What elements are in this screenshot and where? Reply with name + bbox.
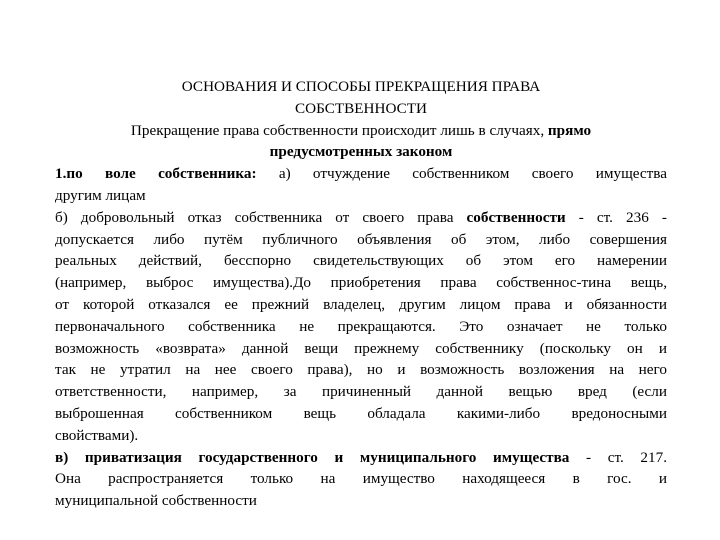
item-c-line-1: [55, 447, 667, 469]
item-b-line-1: [55, 207, 667, 229]
intro-paragraph: [55, 120, 667, 164]
item-b-paragraph: [55, 207, 667, 447]
item-b-line: свойствами).: [55, 426, 139, 444]
item-b-line: от которой отказался ее прежний владелец, другим лицом права и обязанности: [55, 295, 667, 313]
intro-text: Прекращение права собственности происходит лишь в случаях,: [130, 121, 548, 139]
item-b-line: так не утратил на нее своего права), но и возможность возложения на него: [55, 361, 667, 379]
item-c-article: - ст. 217.: [569, 448, 667, 466]
item-b-bold-word: собственности: [466, 208, 566, 226]
item-a-text: а) отчуждение собственником своего имущества: [256, 165, 667, 183]
intro-line-1: [55, 120, 667, 142]
item-b-line: первоначального собственника не прекращаются. Это означает не только: [55, 317, 667, 335]
slide-content: [55, 76, 667, 512]
item-b-line: возможность «возврата» данной вещи прежнему собственнику (поскольку он и: [55, 339, 667, 357]
intro-bold-word: прямо: [547, 121, 592, 139]
item-a-line-2: другим лицам: [55, 186, 146, 204]
item-c-line-3: муниципальной собственности: [55, 492, 257, 510]
item-a-paragraph: [55, 163, 667, 207]
item-c-paragraph: [55, 447, 667, 512]
intro-bold-phrase: предусмотренных законом: [269, 143, 453, 161]
item-c-bold: в) приватизация государственного и муниципального имущества: [55, 448, 570, 466]
item-b-line: ответственности, например, за причиненный данной вещью вред (если: [55, 383, 667, 401]
item-a-line-1: [55, 163, 667, 185]
item-b-article: - ст. 236 -: [565, 208, 667, 226]
title-line-1: ОСНОВАНИЯ И СПОСОБЫ ПРЕКРАЩЕНИЯ ПРАВА: [181, 78, 541, 95]
page-title: [55, 76, 667, 120]
item-b-line: реальных действий, бесспорно свидетельствующих об этом его намерении: [55, 252, 667, 270]
title-line-2: СОБСТВЕННОСТИ: [295, 99, 427, 117]
item-a-label: 1.по воле собственника:: [55, 165, 257, 183]
item-b-line: (например, выброс имущества).До приобретения права собственнос-тина вещь,: [55, 274, 667, 292]
item-c-line-2: Она распространяется только на имущество находящееся в гос. и: [55, 470, 667, 488]
item-b-line: выброшенная собственником вещь обладала какими-либо вредоносными: [55, 404, 667, 422]
intro-line-2: [55, 141, 667, 163]
item-b-line: допускается либо путём публичного объявления об этом, либо совершения: [55, 230, 667, 248]
item-b-prefix: б) добровольный отказ собственника от своего права: [55, 208, 467, 226]
